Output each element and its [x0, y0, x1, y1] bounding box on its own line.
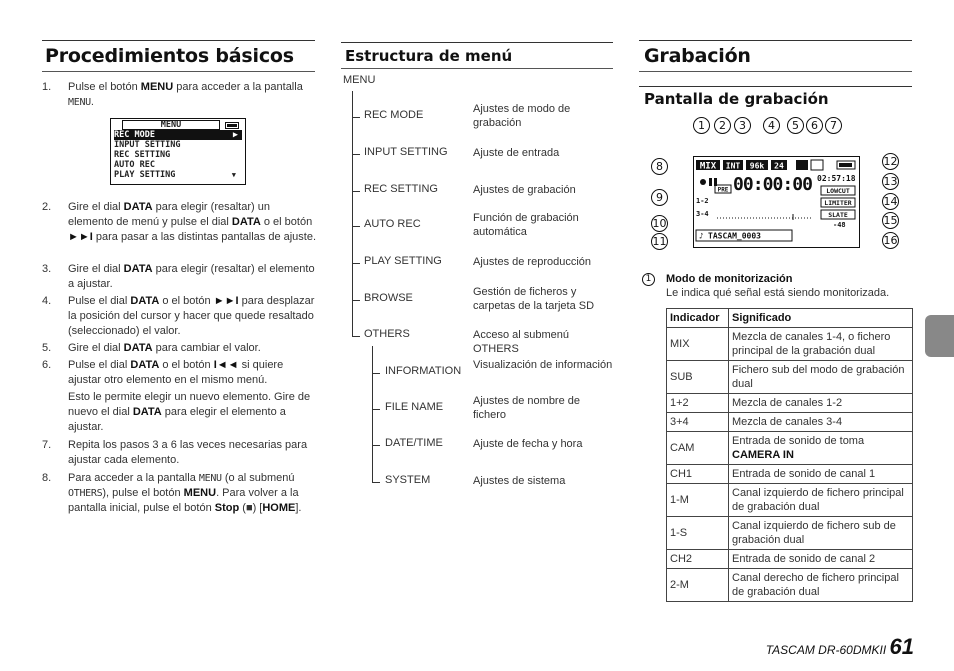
title-underline	[42, 71, 315, 72]
submenu-item: SYSTEM	[385, 474, 431, 486]
column-top-rule	[42, 40, 315, 41]
callout-marker: 6	[806, 117, 823, 134]
table-row	[667, 328, 913, 361]
meaning-text: Mezcla de canales 1-2	[732, 397, 843, 409]
callout-marker: 14	[883, 195, 898, 208]
menu-item-description: Ajuste de entrada	[473, 147, 560, 159]
tree-connector	[372, 409, 380, 410]
callout-marker: 1	[693, 117, 710, 134]
step-number: 4.	[42, 295, 52, 307]
subtitle-rule	[639, 86, 912, 87]
table-cell-indicator: 3+4	[667, 413, 729, 432]
section-title-grabacion: Grabación	[644, 45, 751, 67]
lcd-row: AUTO REC	[114, 160, 155, 170]
note-title: Modo de monitorización	[666, 273, 793, 285]
table-row	[667, 432, 913, 465]
screen-text-mode: MIX	[699, 161, 717, 172]
tree-connector	[372, 373, 380, 374]
step-text-part: DATA	[130, 295, 160, 307]
callout-marker: 4	[763, 117, 780, 134]
step-text	[68, 390, 318, 435]
table-cell-indicator: CH1	[667, 465, 729, 484]
submenu-item: INFORMATION	[385, 365, 462, 377]
screen-text-input: INT	[725, 161, 741, 171]
table-header: Significado	[729, 309, 913, 328]
step-text	[68, 341, 318, 356]
callout-marker: 7	[825, 117, 842, 134]
tree-connector	[352, 191, 360, 192]
step-text-part: Pulse el botón	[68, 81, 141, 93]
callout-marker: 16	[883, 234, 898, 247]
step-text-part: HOME	[262, 502, 296, 514]
callout-marker: 11	[652, 235, 667, 248]
step-text-part: I◄◄	[213, 359, 239, 371]
tree-connector	[352, 336, 360, 337]
table-row	[667, 569, 913, 602]
table-row	[667, 484, 913, 517]
table-row	[667, 550, 913, 569]
table-cell-indicator: 1-S	[667, 517, 729, 550]
table-cell-meaning	[729, 550, 913, 569]
table-cell-indicator: 2-M	[667, 569, 729, 602]
callout-marker: 10	[652, 217, 667, 230]
screen-text-pre: PRE	[717, 186, 729, 194]
menu-item-description: Ajustes de modo de grabación	[473, 103, 571, 129]
callout-marker: 12	[883, 155, 898, 168]
step-text	[68, 358, 318, 388]
step-text	[68, 294, 318, 339]
menu-item: OTHERS	[364, 328, 410, 340]
note-icon: ♪	[699, 231, 704, 241]
footer-brand: TASCAM DR-60DMKII	[765, 643, 887, 657]
note-number-badge: 1	[642, 273, 655, 286]
step-text-part: . Para volver a la pantalla inicial, pulse el botón	[68, 487, 299, 514]
meaning-text: Entrada de sonido de canal 2	[732, 553, 876, 565]
step-text-part: Pulse el dial	[68, 359, 131, 371]
menu-item: REC MODE	[364, 109, 424, 121]
step-number: 3.	[42, 263, 52, 275]
step-text	[68, 471, 318, 516]
table-cell-indicator: CH2	[667, 550, 729, 569]
screen-text-level: -48	[833, 221, 846, 229]
callout-marker: 8	[651, 158, 668, 175]
meaning-text: Mezcla de canales 1-4, o fichero principal de la grabación dual	[732, 331, 891, 357]
screen-text-remain: 02:57:18	[817, 174, 856, 183]
table-cell-meaning	[729, 413, 913, 432]
table-cell-meaning	[729, 361, 913, 394]
step-text-part: Pulse el dial	[68, 295, 131, 307]
tree-root: MENU	[343, 74, 376, 86]
step-text-part: .	[90, 96, 94, 108]
step-text	[68, 200, 318, 245]
step-text	[68, 438, 318, 468]
menu-item: REC SETTING	[364, 183, 438, 195]
step-text-part: para desplazar la posición del cursor y hacer que quede resaltado (seleccionado) el valor.	[68, 295, 315, 337]
step-text	[68, 262, 318, 292]
meaning-bold-text: CAMERA IN	[732, 449, 794, 461]
step-text-part: para acceder a la pantalla	[173, 81, 303, 93]
menu-item-description: Acceso al submenú OTHERS	[473, 329, 569, 355]
step-text	[68, 80, 318, 110]
table-cell-meaning	[729, 569, 913, 602]
tree-connector	[372, 346, 373, 483]
arrow-right-icon: ▶	[232, 130, 238, 140]
column-top-rule	[639, 40, 912, 41]
title-underline	[341, 68, 613, 69]
table-row	[667, 413, 913, 432]
menu-item-description: Función de grabación automática	[473, 212, 579, 238]
submenu-item: FILE NAME	[385, 401, 444, 413]
callout-marker: 9	[651, 189, 668, 206]
table-cell-indicator: MIX	[667, 328, 729, 361]
card-icon	[796, 160, 808, 170]
callout-marker: 2	[714, 117, 731, 134]
step-text-part: Gire el dial	[68, 342, 124, 354]
table-row	[667, 465, 913, 484]
page-footer	[766, 634, 914, 660]
lcd-row: PLAY SETTING	[114, 170, 176, 180]
note-text: Le indica qué señal está siendo monitorizada.	[666, 287, 890, 299]
arrow-down-icon: ▼	[231, 171, 236, 179]
section-title-estructura: Estructura de menú	[345, 47, 513, 65]
screen-text-cha: 1-2	[696, 197, 709, 205]
step-text-part: MENU	[183, 487, 217, 499]
submenu-item-description: Ajustes de nombre de fichero	[473, 395, 581, 421]
meaning-text: Mezcla de canales 3-4	[732, 416, 843, 428]
screen-text-fs: 96k	[749, 161, 765, 171]
step-text-part: para elegir (resaltar) el elemento a ajustar.	[68, 263, 315, 290]
step-number: 1.	[42, 81, 52, 93]
meaning-text: Canal izquierdo de fichero sub de grabación dual	[732, 520, 896, 546]
tree-connector	[352, 300, 360, 301]
step-text-part: ].	[295, 502, 302, 514]
menu-item: AUTO REC	[364, 218, 421, 230]
table-cell-meaning	[729, 394, 913, 413]
step-number: 8.	[42, 472, 52, 484]
table-cell-indicator: 1-M	[667, 484, 729, 517]
meaning-text: Canal izquierdo de fichero principal de grabación dual	[732, 487, 904, 513]
step-number: 7.	[42, 439, 52, 451]
step-text-part: OTHERS	[68, 488, 103, 499]
step-number: 5.	[42, 342, 52, 354]
step-text-part: para elegir el elemento a ajustar.	[68, 406, 286, 433]
table-row	[667, 394, 913, 413]
step-text-part: DATA	[132, 406, 162, 418]
tree-connector	[352, 117, 360, 118]
menu-lcd-screen	[110, 118, 246, 185]
step-text-part: MENU	[140, 81, 174, 93]
callout-marker: 15	[883, 214, 898, 227]
table-row	[667, 517, 913, 550]
recording-screen	[693, 156, 860, 248]
step-text-part: o el botón	[159, 359, 214, 371]
meaning-text: Entrada de sonido de toma	[732, 435, 865, 447]
callout-marker: 13	[883, 175, 898, 188]
lcd-row: INPUT SETTING	[114, 140, 181, 150]
menu-item: BROWSE	[364, 292, 413, 304]
page-number: 61	[889, 634, 914, 659]
screen-text-chb: 3-4	[696, 210, 709, 218]
step-text-part: DATA	[123, 201, 153, 213]
lcd-row: REC MODE	[114, 130, 155, 140]
step-text-part: ►►I	[68, 231, 93, 243]
step-text-part: para elegir (resaltar) un elemento de menú y pulse el dial	[68, 201, 270, 228]
tree-connector	[372, 445, 380, 446]
step-text-part: Para acceder a la pantalla	[68, 472, 199, 484]
tree-connector	[352, 226, 360, 227]
tree-connector	[352, 263, 360, 264]
screen-text-counter: 00:00:00	[733, 174, 813, 195]
step-text-part: MENU	[68, 97, 91, 108]
screen-text-bits: 24	[774, 161, 784, 171]
step-text-part: MENU	[198, 473, 222, 484]
table-cell-meaning	[729, 484, 913, 517]
tree-connector	[372, 482, 380, 483]
step-number: 2.	[42, 201, 52, 213]
step-text-part: DATA	[123, 263, 153, 275]
screen-text-b0: LOWCUT	[826, 187, 850, 195]
table-cell-meaning	[729, 465, 913, 484]
step-text-part: Esto le permite elegir un nuevo elemento. Gire de nuevo el dial	[68, 391, 311, 418]
tree-connector	[352, 154, 360, 155]
meaning-text: Entrada de sonido de canal 1	[732, 468, 876, 480]
step-text-part: Repita los pasos 3 a 6 las veces necesarias para ajustar cada elemento.	[68, 439, 308, 466]
step-text-part: ), pulse el botón	[102, 487, 184, 499]
screen-text-b2: SLATE	[828, 211, 848, 219]
lcd-row: REC SETTING	[114, 150, 171, 160]
menu-item-description: Ajustes de reproducción	[473, 256, 592, 268]
menu-item: PLAY SETTING	[364, 255, 442, 267]
step-text-part: si quiere ajustar otro elemento en el mismo menú.	[68, 359, 284, 386]
screen-text-b1: LIMITER	[824, 199, 852, 207]
step-text-part: para pasar a las distintas pantallas de ajuste.	[92, 231, 317, 243]
side-tab-marker	[925, 315, 954, 357]
table-row	[667, 361, 913, 394]
step-text-part: o el botón	[260, 216, 313, 228]
menu-item-description: Gestión de ficheros y carpetas de la tarjeta SD	[473, 286, 595, 312]
menu-item-description: Ajustes de grabación	[473, 184, 576, 196]
table-header: Indicador	[667, 309, 729, 328]
table-cell-indicator: SUB	[667, 361, 729, 394]
submenu-item-description: Ajustes de sistema	[473, 475, 566, 487]
meaning-text: Canal derecho de fichero principal de grabación dual	[732, 572, 899, 598]
table-cell-meaning	[729, 328, 913, 361]
step-text-part: Gire el dial	[68, 201, 124, 213]
indicator-table	[666, 308, 913, 602]
step-text-part: o el botón	[159, 295, 214, 307]
table-cell-indicator: 1+2	[667, 394, 729, 413]
step-text-part: DATA	[231, 216, 261, 228]
rec-indicator-icon	[700, 179, 706, 185]
section-title-procedimientos: Procedimientos básicos	[45, 45, 294, 67]
lcd-menu-header: MENU	[122, 120, 220, 130]
title-underline	[639, 71, 912, 72]
step-text-part: (■) [	[239, 502, 263, 514]
submenu-item: DATE/TIME	[385, 437, 443, 449]
step-text-part: DATA	[123, 342, 153, 354]
menu-item: INPUT SETTING	[364, 146, 448, 158]
battery-icon	[225, 122, 239, 129]
submenu-item-description: Visualización de información	[473, 359, 613, 371]
screen-text-file: TASCAM_0003	[708, 231, 761, 241]
table-cell-meaning	[729, 432, 913, 465]
callout-marker: 5	[787, 117, 804, 134]
step-text-part: Stop	[214, 502, 240, 514]
column-top-rule	[341, 42, 613, 43]
submenu-item-description: Ajuste de fecha y hora	[473, 438, 583, 450]
step-text-part: ►►I	[213, 295, 239, 307]
step-number: 6.	[42, 359, 52, 371]
table-cell-indicator: CAM	[667, 432, 729, 465]
step-text-part: (o al submenú	[221, 472, 295, 484]
meaning-text: Fichero sub del modo de grabación dual	[732, 364, 905, 390]
step-text-part: para cambiar el valor.	[152, 342, 261, 354]
callout-marker: 3	[734, 117, 751, 134]
step-text-part: DATA	[130, 359, 160, 371]
table-cell-meaning	[729, 517, 913, 550]
step-text-part: Gire el dial	[68, 263, 124, 275]
subtitle-pantalla: Pantalla de grabación	[644, 90, 829, 108]
